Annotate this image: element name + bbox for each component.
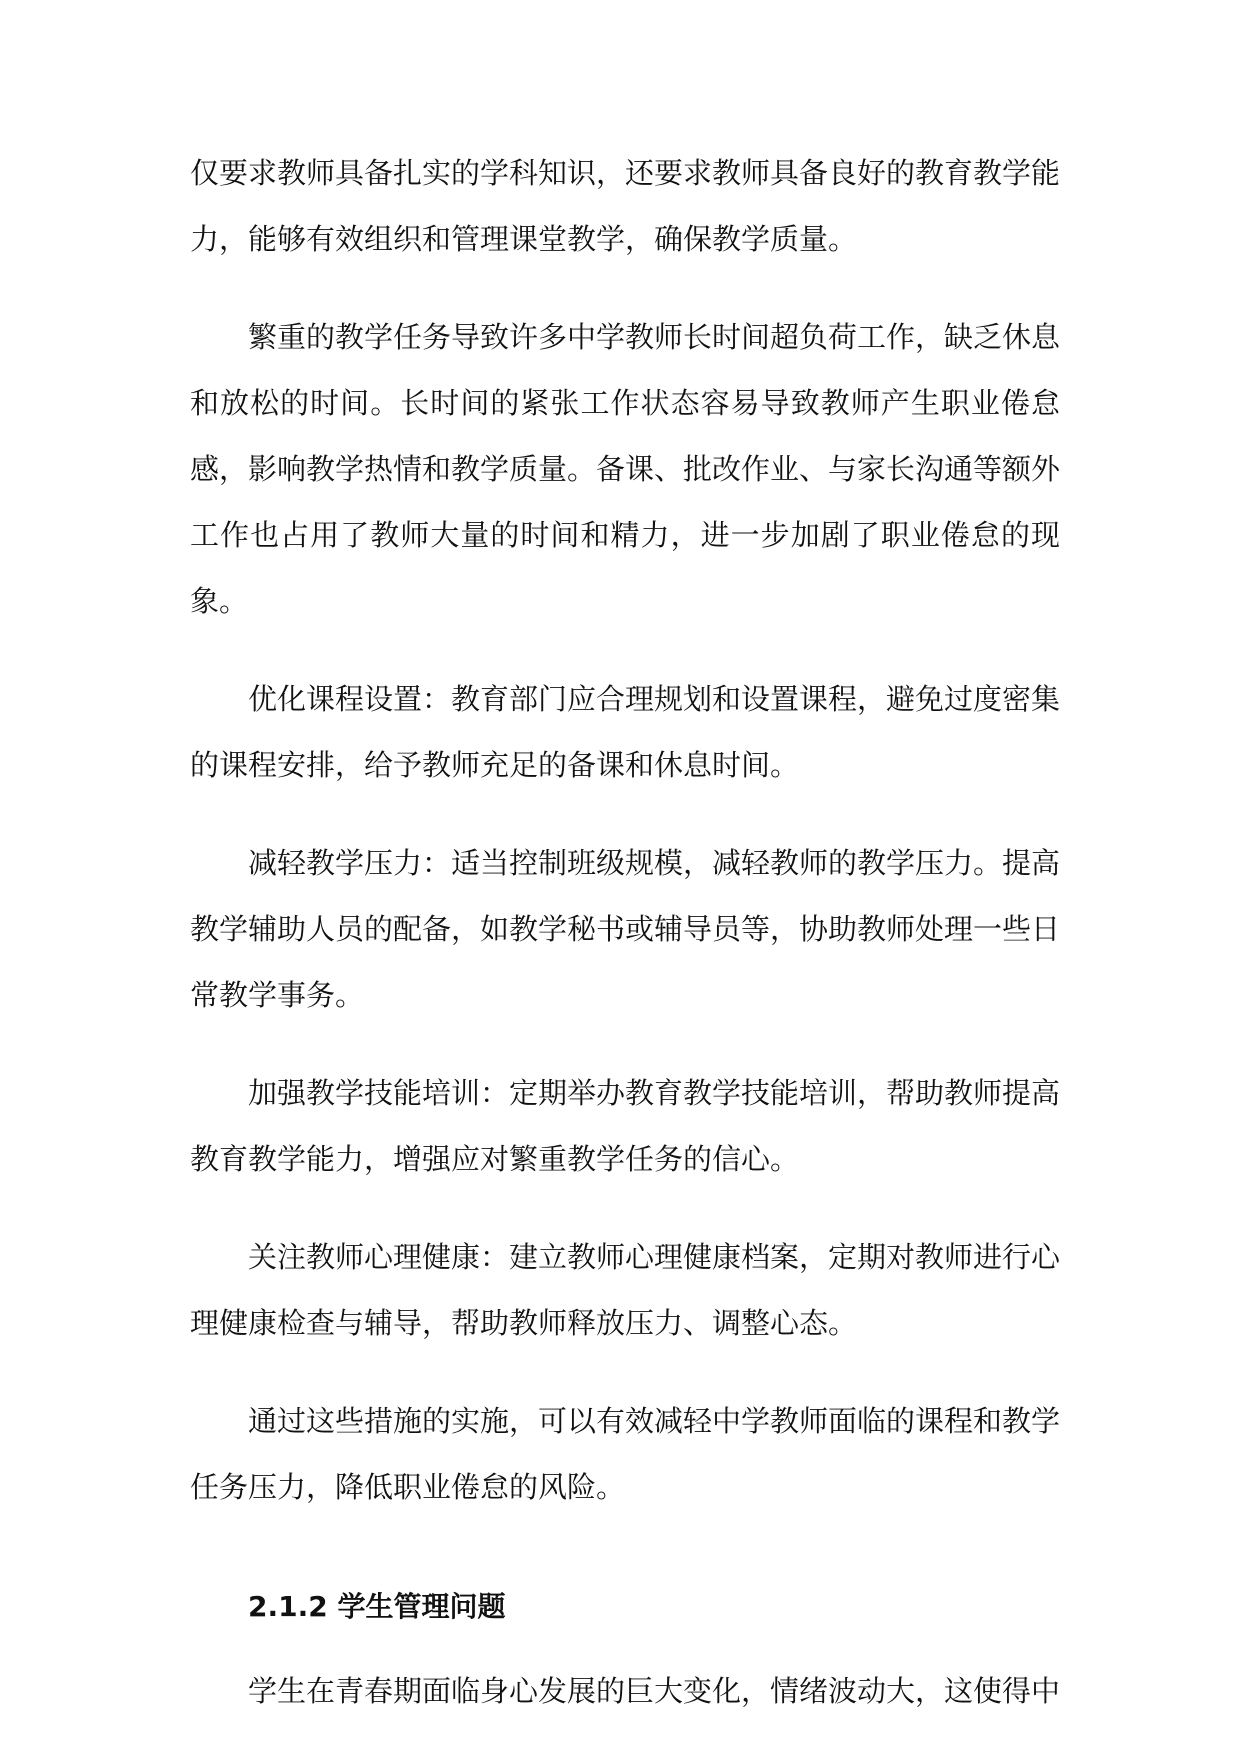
paragraph-workload: 繁重的教学任务导致许多中学教师长时间超负荷工作，缺乏休息和放松的时间。长时间的紧张工作状态容易导致教师产生职业倦怠感，影响教学热情和教学质量。备课、批改作业、与家长沟通等额外工作也占用了教师大量的时间和精力，进一步加剧了职业倦怠的现象。 <box>190 320 1061 618</box>
paragraph-continued: 仅要求教师具备扎实的学科知识，还要求教师具备良好的教育教学能力，能够有效组织和管理课堂教学，确保教学质量。 <box>190 156 1061 256</box>
document-body <box>190 140 1060 1756</box>
paragraph-reduce-pressure: 减轻教学压力：适当控制班级规模，减轻教师的教学压力。提高教学辅助人员的配备，如教学秘书或辅导员等，协助教师处理一些日常教学事务。 <box>190 846 1061 1012</box>
paragraph-skill-training: 加强教学技能培训：定期举办教育教学技能培训，帮助教师提高教育教学能力，增强应对繁重教学任务的信心。 <box>190 1076 1061 1176</box>
paragraph-student-management: 学生在青春期面临身心发展的巨大变化，情绪波动大，这使得中 <box>248 1674 1061 1708</box>
paragraph-mental-health: 关注教师心理健康：建立教师心理健康档案，定期对教师进行心理健康检查与辅导，帮助教师释放压力、调整心态。 <box>190 1240 1061 1340</box>
section-heading: 2.1.2 学生管理问题 <box>248 1590 506 1623</box>
paragraph-conclusion: 通过这些措施的实施，可以有效减轻中学教师面临的课程和教学任务压力，降低职业倦怠的风险。 <box>190 1404 1061 1504</box>
paragraph-optimize-curriculum: 优化课程设置：教育部门应合理规划和设置课程，避免过度密集的课程安排，给予教师充足的备课和休息时间。 <box>190 682 1061 782</box>
